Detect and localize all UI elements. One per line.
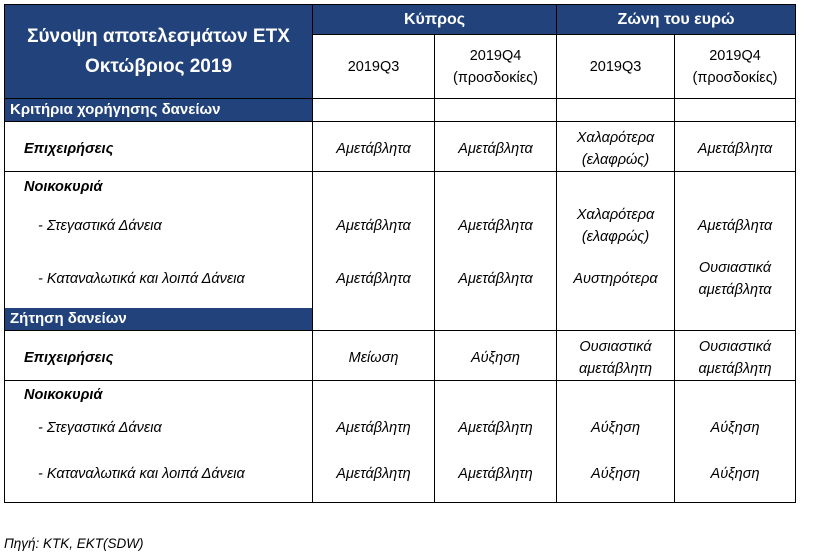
cell-value: Ουσιαστικά αμετάβλητη bbox=[675, 336, 796, 381]
source-note: Πηγή: ΚΤΚ, ΕΚΤ(SDW) bbox=[4, 536, 144, 551]
q4-note: (προσδοκίες) bbox=[453, 69, 538, 86]
cell-value: Αύξηση bbox=[435, 336, 557, 381]
cell-value: Αμετάβλητα bbox=[435, 250, 557, 308]
cell-value: Αύξηση bbox=[675, 446, 796, 502]
cell-value: Αύξηση bbox=[557, 446, 675, 502]
table-title bbox=[5, 5, 313, 99]
section-credit-standards: Κριτήρια χορήγησης δανείων bbox=[5, 99, 313, 122]
eurozone-q3-header: 2019Q3 bbox=[557, 35, 675, 99]
cell-value: Μείωση bbox=[313, 336, 435, 381]
cell-value: Αμετάβλητα bbox=[435, 127, 557, 172]
cell-value: Αμετάβλητα bbox=[435, 202, 557, 250]
row-label-business: Επιχειρήσεις bbox=[5, 127, 313, 172]
cyprus-q3-header: 2019Q3 bbox=[313, 35, 435, 99]
bls-summary-table bbox=[4, 4, 796, 503]
title-line-2: Οκτώβριος 2019 bbox=[84, 55, 233, 77]
cell-value: Αμετάβλητα bbox=[313, 127, 435, 172]
row-label-consumer: - Καταναλωτικά και λοιπά Δάνεια bbox=[5, 446, 313, 502]
cell-value: Αμετάβλητα bbox=[313, 250, 435, 308]
cell-value: Αμετάβλητα bbox=[675, 127, 796, 172]
row-label-housing: - Στεγαστικά Δάνεια bbox=[5, 202, 313, 250]
row-label-households: Νοικοκυριά bbox=[5, 380, 313, 410]
eurozone-header: Ζώνη του ευρώ bbox=[557, 5, 796, 35]
q4-note: (προσδοκίες) bbox=[692, 69, 778, 86]
cell-value: Αύξηση bbox=[675, 410, 796, 446]
eurozone-q4-header bbox=[675, 35, 796, 99]
row-label-consumer: - Καταναλωτικά και λοιπά Δάνεια bbox=[5, 250, 313, 308]
title-line-1: Σύνοψη αποτελεσμάτων ΕΤΧ bbox=[27, 25, 290, 47]
cell-value: Αμετάβλητη bbox=[435, 446, 557, 502]
cell-value: Ουσιαστικά αμετάβλητα bbox=[675, 250, 796, 308]
q4-label: 2019Q4 bbox=[709, 47, 761, 64]
cell-value: Αμετάβλητα bbox=[675, 202, 796, 250]
section-loan-demand: Ζήτηση δανείων bbox=[5, 308, 313, 331]
row-label-business: Επιχειρήσεις bbox=[5, 336, 313, 381]
cell-value: Αμετάβλητη bbox=[435, 410, 557, 446]
cell-value: Χαλαρότερα (ελαφρώς) bbox=[557, 127, 675, 172]
cell-value: Αυστηρότερα bbox=[557, 250, 675, 308]
cyprus-q4-header bbox=[435, 35, 557, 99]
cell-value: Αμετάβλητα bbox=[313, 202, 435, 250]
q4-label: 2019Q4 bbox=[469, 47, 522, 64]
row-label-households: Νοικοκυριά bbox=[5, 172, 313, 202]
cell-value: Χαλαρότερα (ελαφρώς) bbox=[557, 202, 675, 250]
cell-value: Αμετάβλητη bbox=[313, 446, 435, 502]
cell-value: Αμετάβλητη bbox=[313, 410, 435, 446]
cell-value: Αύξηση bbox=[557, 410, 675, 446]
cyprus-header: Κύπρος bbox=[313, 5, 557, 35]
row-label-housing: - Στεγαστικά Δάνεια bbox=[5, 410, 313, 446]
cell-value: Ουσιαστικά αμετάβλητη bbox=[557, 336, 675, 381]
